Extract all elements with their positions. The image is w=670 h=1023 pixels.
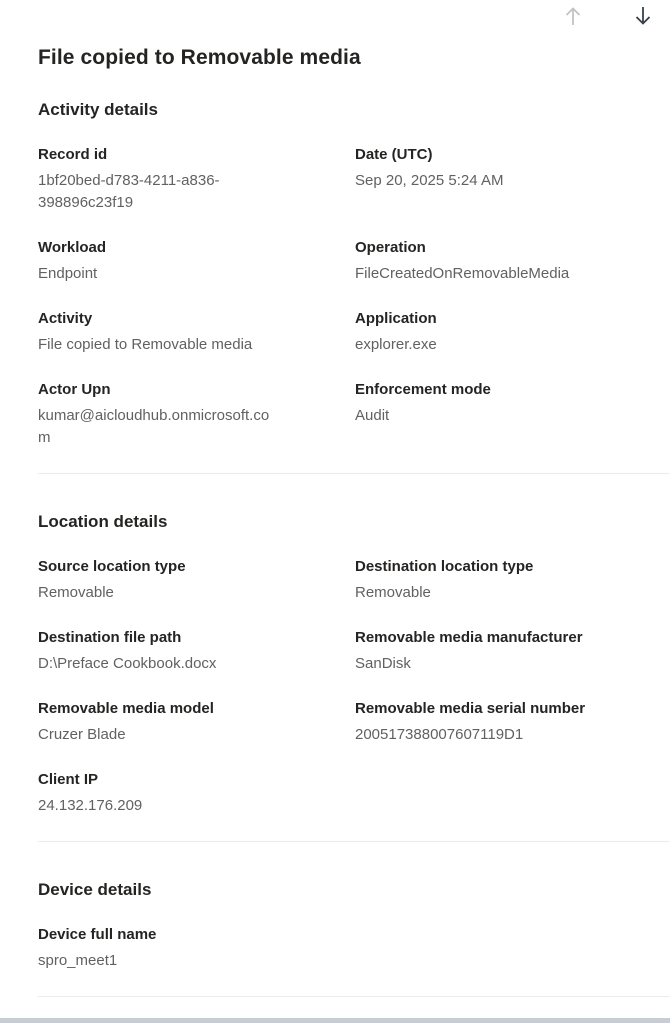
field-label: Removable media manufacturer [355,629,583,646]
field-value: 200517388007607119D1 [355,726,524,743]
field-value: Sep 20, 2025 5:24 AM [355,172,504,189]
detail-field [355,699,670,746]
detail-field [38,628,355,675]
detail-field [38,145,355,214]
field-label: Actor Upn [38,381,111,398]
detail-field [38,380,355,449]
field-label: Removable media serial number [355,700,586,717]
section-divider [38,841,670,842]
detail-field [355,309,670,356]
field-value: 1bf20bed-d783-4211-a836-398896c23f19 [38,172,220,211]
bottom-edge-bar [0,1018,670,1023]
field-label: Source location type [38,558,186,575]
detail-field [38,309,355,356]
detail-section [38,512,670,842]
detail-field [355,238,670,285]
field-grid [38,145,670,473]
section-divider [38,996,670,997]
arrow-down-icon [632,16,654,31]
field-value: Cruzer Blade [38,726,126,743]
field-value: kumar@aicloudhub.onmicrosoft.com [38,407,270,446]
next-record-button[interactable] [630,2,656,30]
section-divider [38,473,670,474]
field-value: File copied to Removable media [38,336,253,353]
field-value: 24.132.176.209 [38,797,143,814]
field-label: Record id [38,146,108,163]
detail-field [38,238,355,285]
field-grid [38,925,670,996]
arrow-up-icon [562,16,584,31]
previous-record-button[interactable] [560,2,586,30]
field-label: Client IP [38,771,99,788]
field-value: FileCreatedOnRemovableMedia [355,265,570,282]
field-value: Audit [355,407,390,424]
record-navigation [560,2,656,30]
field-value: Removable [355,584,431,601]
detail-field [38,770,355,817]
section-heading: Device details [38,880,152,899]
field-label: Device full name [38,926,157,943]
detail-field [355,557,670,604]
field-value: Removable [38,584,114,601]
field-label: Removable media model [38,700,214,717]
detail-section [38,880,670,997]
field-grid [38,557,670,841]
field-value: D:\Preface Cookbook.docx [38,655,217,672]
field-label: Workload [38,239,107,256]
detail-field [38,925,355,972]
section-heading: Location details [38,512,168,531]
section-heading: Activity details [38,100,158,119]
field-label: Enforcement mode [355,381,491,398]
field-value: spro_meet1 [38,952,118,969]
field-value: explorer.exe [355,336,437,353]
field-label: Destination file path [38,629,182,646]
field-label: Application [355,310,437,327]
detail-section [38,100,670,474]
detail-field [38,699,355,746]
field-label: Activity [38,310,93,327]
detail-field [38,557,355,604]
sections [38,100,670,997]
page-title: File copied to Removable media [38,46,361,69]
field-label: Destination location type [355,558,534,575]
detail-field [355,628,670,675]
detail-field [355,145,670,214]
field-value: Endpoint [38,265,98,282]
field-value: SanDisk [355,655,411,672]
detail-field [355,380,670,449]
field-label: Operation [355,239,426,256]
field-label: Date (UTC) [355,146,433,163]
